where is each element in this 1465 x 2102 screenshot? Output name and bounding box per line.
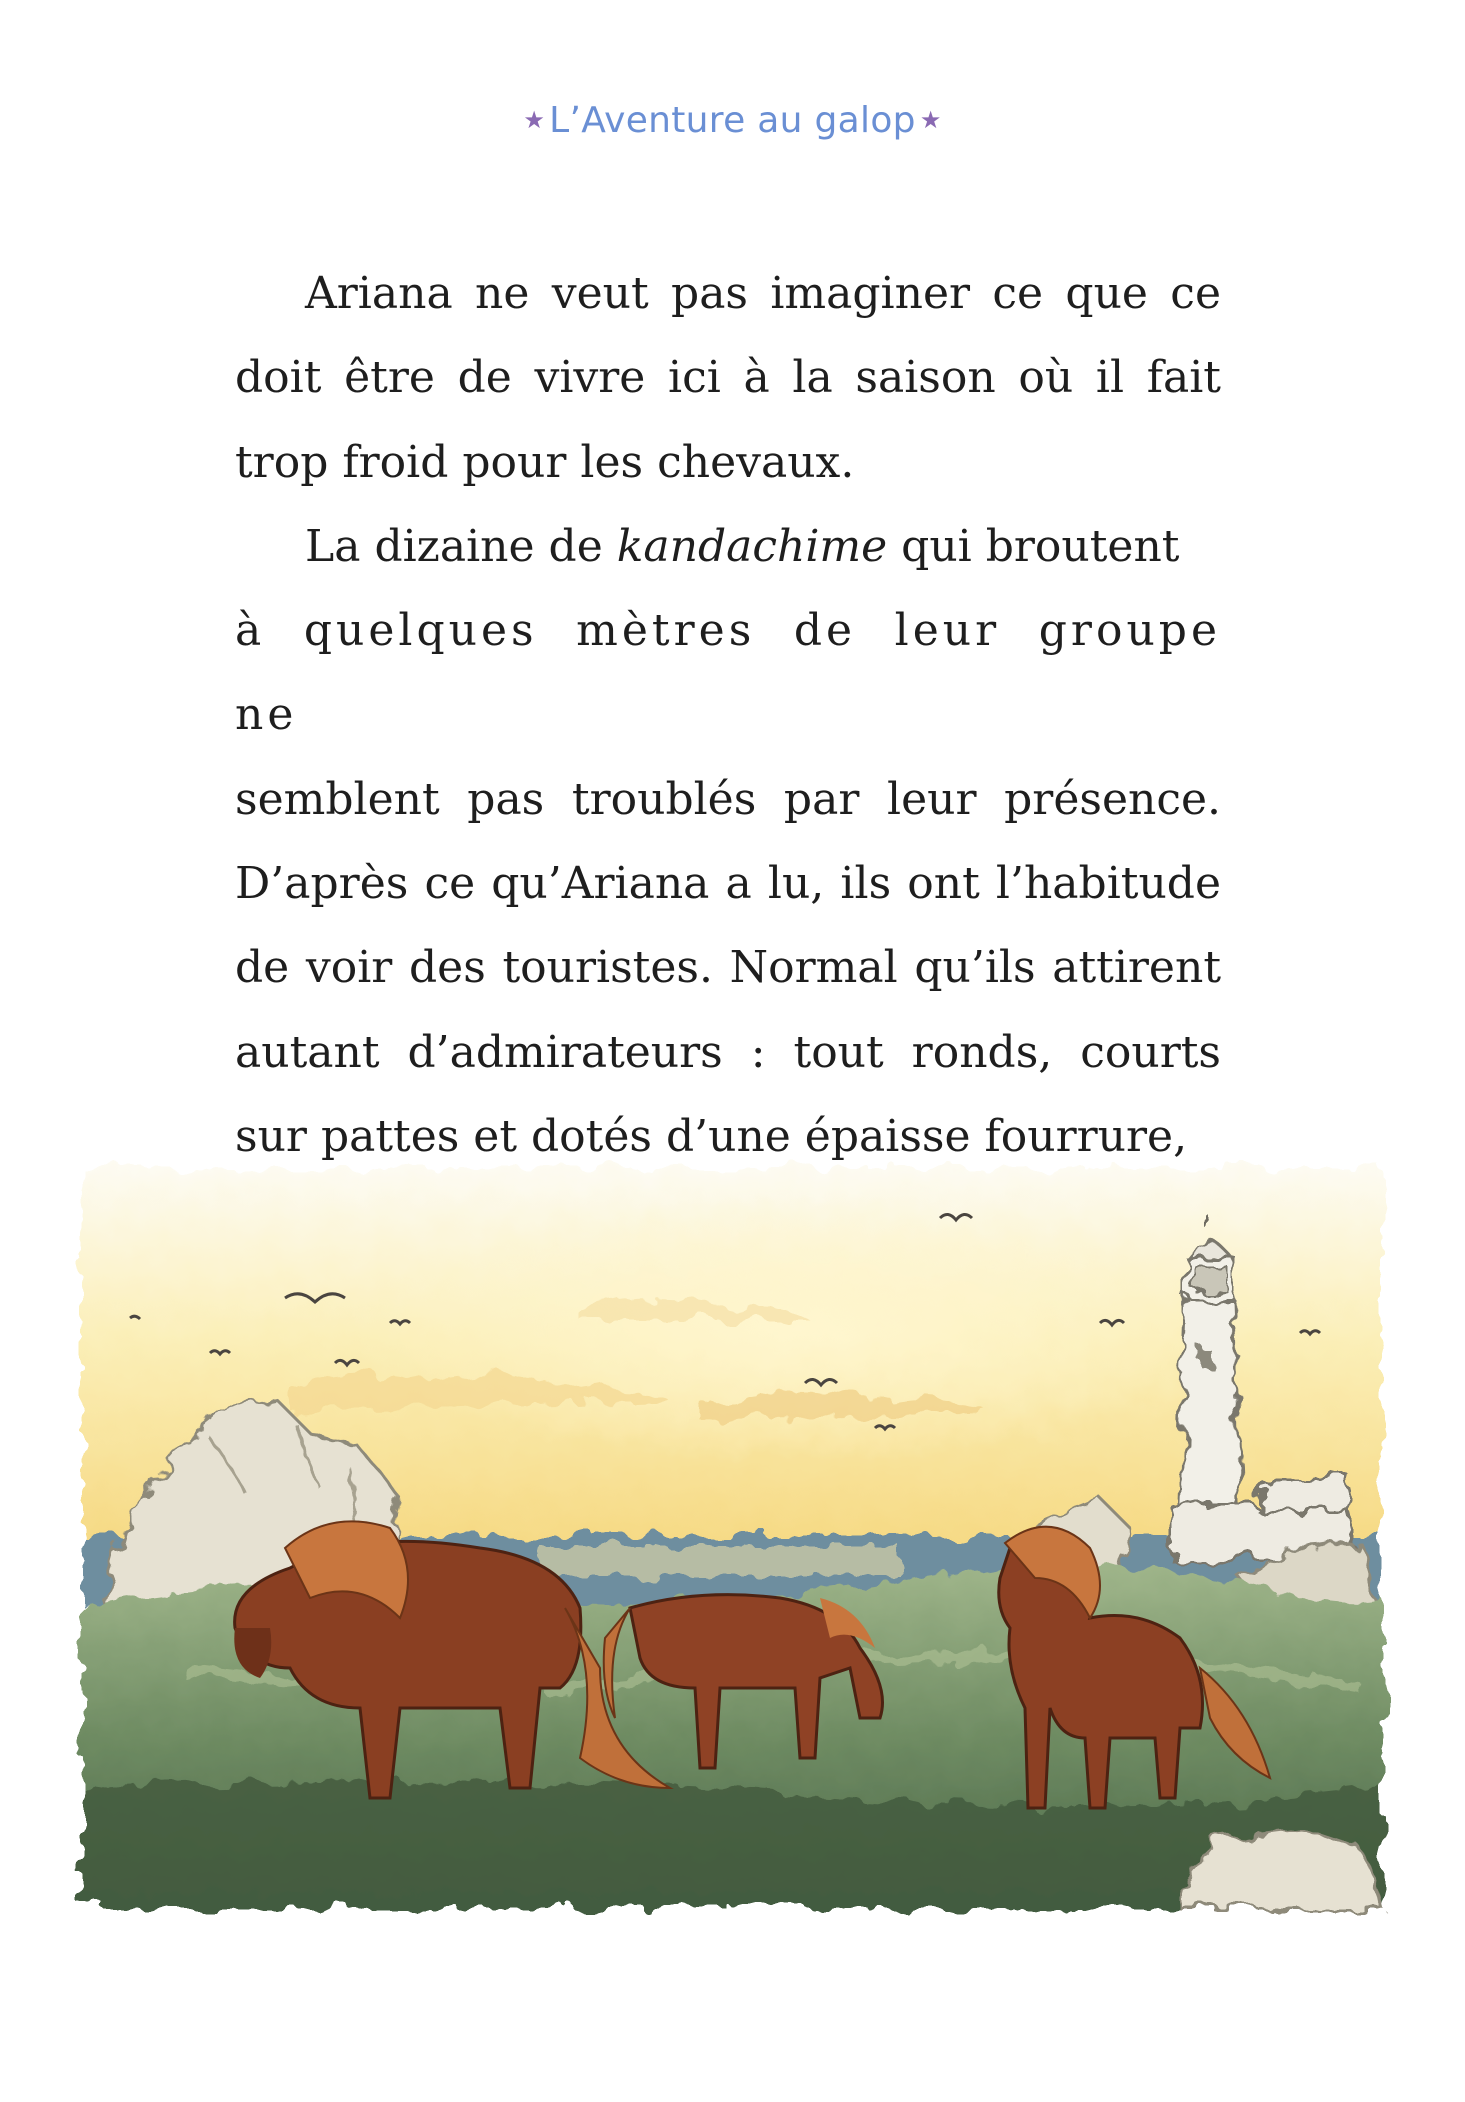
pony-lighthouse-illustration <box>60 1148 1408 1928</box>
sun-reflection <box>540 1546 900 1576</box>
star-icon: ★ <box>919 106 942 134</box>
watercolor-frame <box>82 1168 1382 1908</box>
paragraph-2-rest: semblent pas troublés par leur présence. D’après ce qu’Ariana a lu, ils ont l’habitude de voir des touristes. Normal qu’ils attirent autant d’admirateurs : tout ronds, courts sur pattes et dotés d’une épaisse fourrure, <box>235 773 1221 1162</box>
paragraph-2-line2: à quelques mètres de leur groupe ne <box>235 605 1221 741</box>
book-title: L’Aventure au galop <box>549 100 916 141</box>
illustration-svg <box>60 1148 1408 1928</box>
paragraph-2-line1-end: qui broutent <box>887 520 1180 572</box>
star-icon: ★ <box>523 106 546 134</box>
paragraph-2-start: La dizaine de <box>305 520 617 572</box>
paragraph-1: Ariana ne veut pas imaginer ce que ce doit être de vivre ici à la saison où il fait trop froid pour les chevaux. <box>235 268 1221 488</box>
emphasized-word: kandachime <box>616 520 888 572</box>
paragraph-2 <box>235 505 1221 1179</box>
page-body <box>235 252 1221 1179</box>
running-header <box>0 100 1465 141</box>
